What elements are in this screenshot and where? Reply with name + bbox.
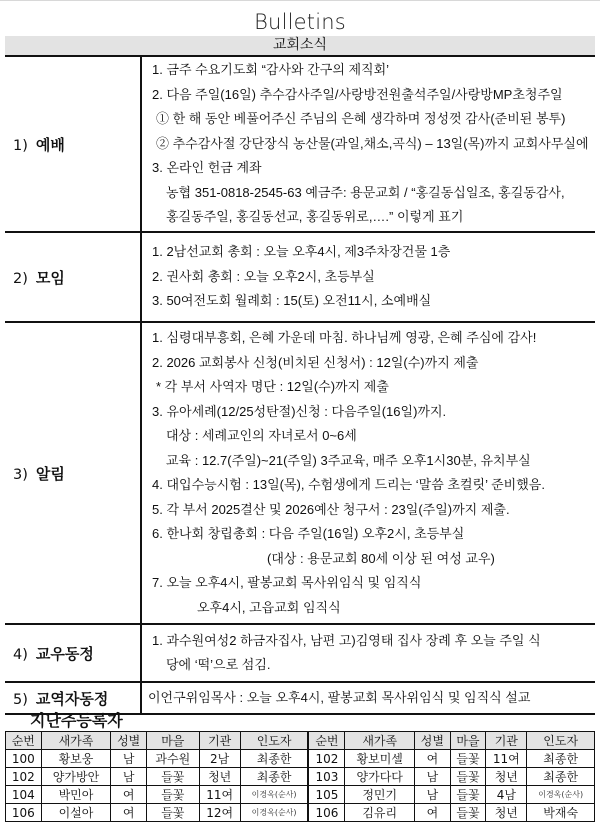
table-row [6,786,595,804]
list-item: 4. 대입수능시험 : 13일(목), 수험생에게 드리는 ‘말씀 초컬릿’ 준비했음. [152,477,545,492]
registrants-table [5,731,595,822]
list-item: 교육 : 12.7(주일)~21(주일) 3주교육, 매주 오후1시30분, 유치부실 [166,452,531,468]
list-item: (대상 : 용문교회 80세 이상 된 여성 교우) [267,550,495,566]
cell: 황보웅 [41,750,111,768]
section-label: 1) 예배 [5,56,141,232]
cell: 104 [6,786,42,804]
cell: 황보미셀 [345,750,415,768]
cell: 들꽃 [450,750,486,768]
section-content [141,56,595,232]
column-header: 인도자 [527,732,595,750]
cell: 여 [415,804,451,822]
cell: 이설아 [41,804,111,822]
list-item: 1. 금주 수요기도회 “감사와 간구의 제직회’ [152,62,390,78]
cell: 12여 [199,804,240,822]
list-item: 2. 2026 교회봉사 신청(비치된 신청서) : 12일(수)까지 제출 [152,354,479,370]
section-label: 3) 알림 [5,322,141,624]
section-notices [5,322,595,624]
table-row [6,750,595,768]
cell: 105 [308,786,344,804]
cell: 김유리 [345,804,415,822]
section-label: 5) 교역자동정 [5,682,141,714]
column-header: 기관 [486,732,527,750]
section-subtitle: 교회소식 [5,36,595,55]
list-item: 농협 351-0818-2545-63 예금주: 용문교회 / “홍길동십일조, 홍길동감사, [166,184,565,200]
list-item: 대상 : 세례교인의 자녀로서 0~6세 [166,428,357,443]
section-content [141,624,595,682]
list-item: 5. 각 부서 2025결산 및 2026예산 청구서 : 23일(주일)까지 제출. [152,501,510,517]
list-item: ① 한 해 동안 베풀어주신 주님의 은혜 생각하며 정성껏 감사(준비된 봉투) [156,111,566,127]
section-worship [5,56,595,232]
list-item: 1. 심령대부흥회, 은혜 가운데 마침. 하나님께 영광, 은혜 주심에 감사! [152,330,537,345]
column-header: 기관 [199,732,240,750]
cell: 남 [415,768,451,786]
column-header: 새가족 [345,732,415,750]
cell: 청년 [486,768,527,786]
cell: 들꽃 [146,786,199,804]
cell: 최종한 [527,750,595,768]
cell: 박민아 [41,786,111,804]
cell: 남 [111,750,147,768]
cell: 이경옥(순사) [240,786,308,804]
list-item: 6. 한나회 창립총회 : 다음 주일(16일) 오후2시, 초등부실 [152,526,465,541]
cell: 들꽃 [450,768,486,786]
cell: 4남 [486,786,527,804]
page-title: Bulletins [254,10,346,34]
list-item: 오후4시, 고읍교회 임직식 [197,599,341,615]
list-item: ② 추수감사절 강단장식 농산물(과일,채소,곡식) – 13일(목)까지 교회사무실에 [156,135,589,151]
cell: 100 [6,750,42,768]
cell: 여 [111,786,147,804]
list-item: 2. 권사회 총회 : 오늘 오후2시, 초등부실 [152,268,375,284]
cell: 이경옥(순사) [527,786,595,804]
list-item: 당에 ‘떡’으로 섬김. [166,657,271,672]
cell: 103 [308,768,344,786]
list-item: 3. 50여전도회 월례회 : 15(토) 오전11시, 소예배실 [152,293,432,309]
cell: 양가다다 [345,768,415,786]
cell: 들꽃 [450,786,486,804]
section-label: 4) 교우동정 [5,624,141,682]
cell: 이경옥(순사) [240,804,308,822]
column-header: 마을 [450,732,486,750]
cell: 들꽃 [146,768,199,786]
cell: 청년 [486,804,527,822]
cell: 102 [308,750,344,768]
list-item: * 각 부서 사역자 명단 : 12일(수)까지 제출 [156,379,389,394]
table-header-row [6,732,595,750]
cell: 여 [415,750,451,768]
section-label: 2) 모임 [5,232,141,322]
cell: 과수원 [146,750,199,768]
column-header: 성별 [111,732,147,750]
cell: 양가방안 [41,768,111,786]
cell: 106 [308,804,344,822]
table-row [6,768,595,786]
section-content [141,682,595,714]
section-member-news [5,624,595,682]
column-header: 인도자 [240,732,308,750]
cell: 여 [111,804,147,822]
cell: 박재숙 [527,804,595,822]
registrants-title: 지난주등록자 [30,711,123,730]
column-header: 성별 [415,732,451,750]
section-content [141,232,595,322]
column-header: 마을 [146,732,199,750]
news-table [5,55,595,715]
cell: 11여 [486,750,527,768]
cell: 최종한 [240,750,308,768]
cell: 남 [415,786,451,804]
column-header: 순번 [308,732,344,750]
cell: 2남 [199,750,240,768]
cell: 102 [6,768,42,786]
cell: 청년 [199,768,240,786]
cell: 정민기 [345,786,415,804]
cell: 남 [111,768,147,786]
list-item: 1. 2남선교회 총회 : 오늘 오후4시, 제3주차장건물 1층 [152,244,451,260]
cell: 최종한 [527,768,595,786]
section-meetings [5,232,595,322]
list-item: 이언구위임목사 : 오늘 오후4시, 팔봉교회 목사위임식 및 임직식 설교 [148,689,531,705]
top-rule [0,0,600,1]
list-item: 3. 유아세례(12/25성탄절)신청 : 다음주일(16일)까지. [152,403,447,419]
cell: 들꽃 [450,804,486,822]
section-content [141,322,595,624]
list-item: 7. 오늘 오후4시, 팔봉교회 목사위임식 및 임직식 [152,575,422,590]
cell: 최종한 [240,768,308,786]
cell: 106 [6,804,42,822]
list-item: 1. 과수원여성2 하금자집사, 남편 고)김영태 집사 장례 후 오늘 주일 식 [152,632,541,648]
table-row [6,804,595,822]
cell: 11여 [199,786,240,804]
column-header: 순번 [6,732,42,750]
list-item: 홍길동주일, 홍길동선교, 홍길동위로,….” 이렇게 표기 [166,209,464,225]
list-item: 3. 온라인 헌금 계좌 [152,160,262,176]
list-item: 2. 다음 주일(16일) 추수감사주일/사랑방전원출석주일/사랑방MP초청주일 [152,86,563,102]
cell: 들꽃 [146,804,199,822]
column-header: 새가족 [41,732,111,750]
